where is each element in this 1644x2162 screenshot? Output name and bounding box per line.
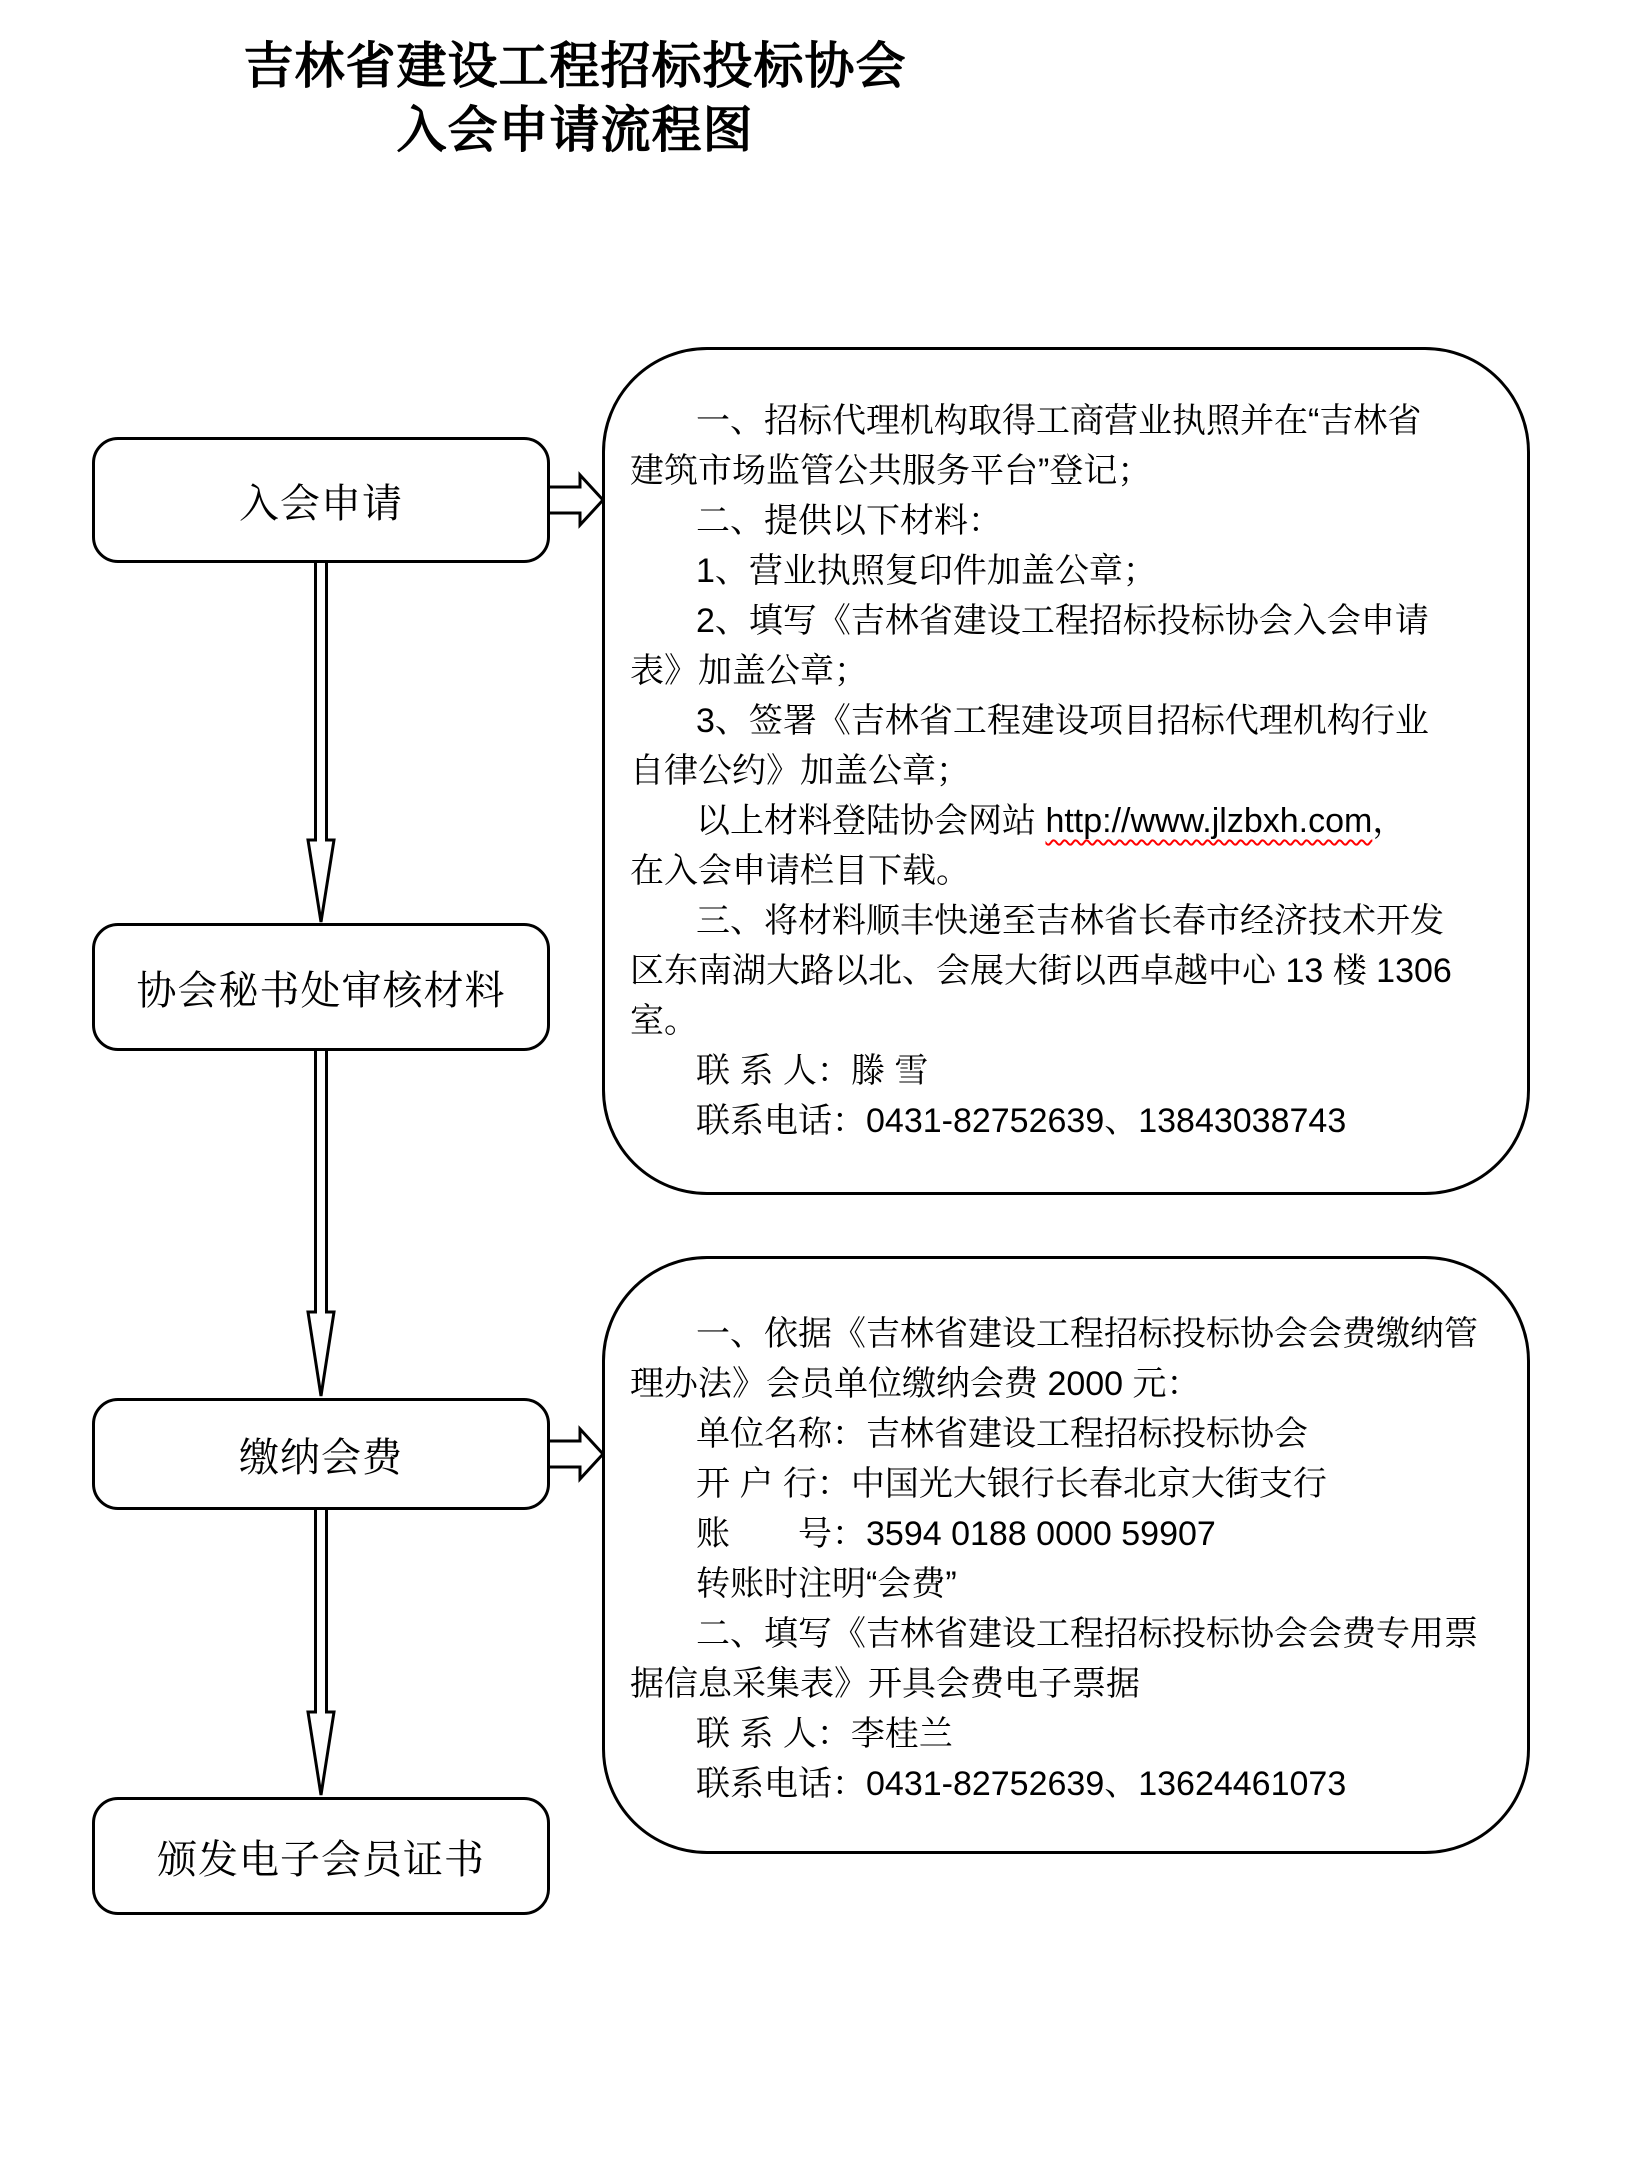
right-arrow-icon: [546, 1429, 603, 1479]
association-website-url: http://www.jlzbxh.com: [1045, 802, 1373, 840]
page-title: [0, 34, 1150, 162]
note-line-contact-phone: 联系电话：0431-82752639、13624461073: [696, 1765, 1347, 1803]
page-title-line-1: 吉林省建设工程招标投标协会: [243, 38, 907, 94]
down-arrow-icon: [308, 556, 334, 922]
note-line: 二、填写《吉林省建设工程招标投标协会会费专用票: [696, 1615, 1478, 1653]
flow-step-label: 缴纳会费: [239, 1435, 403, 1480]
note-line-contact-person: 联 系 人：李桂兰: [696, 1715, 953, 1753]
note-line: 在入会申请栏目下载。: [630, 852, 970, 890]
note-line-account-name: 单位名称：吉林省建设工程招标投标协会: [696, 1415, 1308, 1453]
note-line: 自律公约》加盖公章；: [630, 752, 970, 790]
flow-step-issue-certificate: [92, 1797, 550, 1915]
note-line-contact-phone: 联系电话：0431-82752639、13843038743: [696, 1102, 1347, 1140]
flow-step-label: 入会申请: [239, 481, 403, 526]
note-box-fee-payment: [602, 1256, 1530, 1854]
flow-step-application: [92, 437, 550, 563]
note-line: 一、依据《吉林省建设工程招标投标协会会费缴纳管: [696, 1315, 1478, 1353]
note-line-bank-name: 开 户 行：中国光大银行长春北京大街支行: [696, 1465, 1327, 1503]
website-line-prefix: 以上材料登陆协会网站: [696, 802, 1046, 840]
down-arrow-icon: [308, 1047, 334, 1396]
note-box-application-materials: [602, 347, 1530, 1195]
note-line: 表》加盖公章；: [630, 652, 868, 690]
flow-step-pay-membership-fee: [92, 1398, 550, 1510]
right-arrow-icon: [546, 475, 603, 525]
note-line: 二、提供以下材料：: [696, 502, 1002, 540]
down-arrow-icon: [308, 1506, 334, 1795]
note-line: 一、招标代理机构取得工商营业执照并在“吉林省: [696, 402, 1422, 440]
note-line-account-number: 账 号：3594 0188 0000 59907: [696, 1515, 1216, 1553]
note-line-contact-person: 联 系 人：滕 雪: [696, 1052, 929, 1090]
page-title-line-2: 入会申请流程图: [396, 102, 754, 158]
website-line-suffix: ，: [1372, 802, 1407, 840]
note-line: 转账时注明“会费”: [696, 1565, 957, 1603]
note-line: 室。: [630, 1002, 698, 1040]
note-line: 2、填写《吉林省建设工程招标投标协会入会申请: [696, 602, 1429, 640]
flow-step-label: 颁发电子会员证书: [157, 1837, 485, 1882]
note-line: 三、将材料顺丰快递至吉林省长春市经济技术开发: [696, 902, 1444, 940]
flow-step-secretariat-review: [92, 923, 550, 1051]
note-line: 据信息采集表》开具会费电子票据: [630, 1665, 1140, 1703]
note-line: 建筑市场监管公共服务平台”登记；: [630, 452, 1152, 490]
note-line: 1、营业执照复印件加盖公章；: [696, 552, 1157, 590]
flow-step-label: 协会秘书处审核材料: [136, 968, 506, 1013]
note-line-website: [630, 796, 1499, 846]
note-line: 区东南湖大路以北、会展大街以西卓越中心 13 楼 1306: [630, 952, 1452, 990]
note-line: 3、签署《吉林省工程建设项目招标代理机构行业: [696, 702, 1429, 740]
note-line: 理办法》会员单位缴纳会费 2000 元：: [630, 1365, 1201, 1403]
